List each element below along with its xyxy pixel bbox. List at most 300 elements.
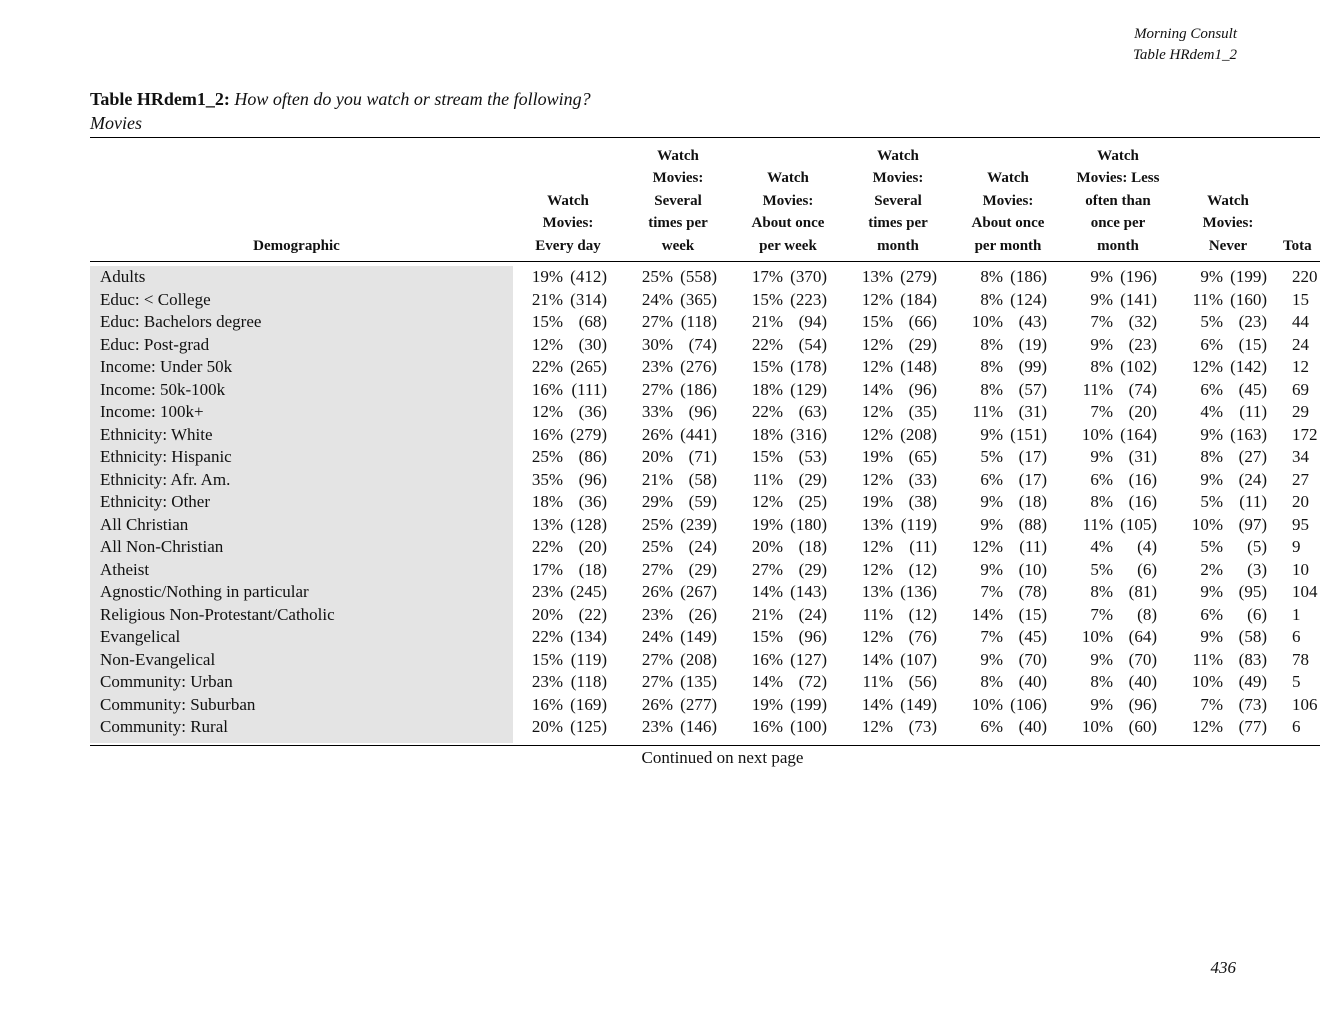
cell-count: (186) [1010, 267, 1047, 286]
cell-total: 29 [1292, 402, 1309, 421]
cell-percent: 9% [1090, 649, 1113, 669]
cell-count: (12) [908, 604, 937, 624]
table-row [90, 626, 1320, 649]
cell-percent: 9% [1200, 267, 1223, 286]
cell-percent: 15% [751, 357, 783, 376]
cell-percent: 24% [641, 627, 673, 646]
table-row [90, 311, 1320, 334]
cell-percent: 8% [1090, 492, 1113, 511]
cell-count: (118) [680, 312, 717, 331]
cell-count: (76) [908, 627, 937, 646]
column-header-line: week [661, 237, 695, 254]
cell-total: 20 [1292, 492, 1309, 511]
cell-count: (35) [908, 402, 937, 421]
cell-count: (164) [1120, 424, 1157, 444]
cell-total: 12 [1292, 357, 1309, 376]
column-header-line: month [877, 237, 919, 254]
cell-count: (10) [1018, 559, 1047, 579]
cell-count: (277) [680, 694, 717, 714]
column-header-line: per month [974, 237, 1042, 254]
cell-percent: 19% [751, 694, 783, 714]
cell-count: (441) [680, 424, 717, 444]
row-label: Agnostic/Nothing in particular [100, 582, 309, 601]
cell-percent: 16% [531, 694, 563, 714]
cell-percent: 6% [1200, 334, 1223, 354]
column-header-line: month [1097, 237, 1139, 254]
cell-count: (143) [790, 582, 827, 601]
column-header-line: Watch [547, 192, 589, 209]
cell-count: (160) [1230, 289, 1267, 309]
cell-percent: 7% [1200, 694, 1223, 714]
cell-count: (239) [680, 514, 717, 534]
cell-percent: 16% [531, 424, 563, 444]
cell-percent: 6% [980, 469, 1003, 489]
cell-count: (141) [1120, 289, 1157, 309]
row-label: Community: Rural [100, 717, 228, 736]
cell-count: (20) [1128, 402, 1157, 421]
cell-count: (151) [1010, 424, 1047, 444]
cell-percent: 2% [1200, 559, 1223, 579]
table-row [90, 716, 1320, 739]
cell-percent: 20% [531, 604, 563, 624]
cell-percent: 9% [1200, 469, 1223, 489]
column-header-line: Movies: [542, 215, 594, 231]
cell-percent: 21% [751, 312, 783, 331]
cell-percent: 14% [971, 604, 1003, 624]
cell-count: (208) [900, 424, 937, 444]
cell-count: (18) [578, 559, 607, 579]
cell-count: (24) [1238, 469, 1267, 489]
column-header-line: Watch [1097, 147, 1139, 164]
cell-percent: 21% [751, 604, 783, 624]
cell-percent: 11% [1192, 289, 1223, 309]
cell-percent: 4% [1200, 402, 1223, 421]
cell-percent: 12% [971, 537, 1003, 556]
cell-count: (6) [1247, 604, 1267, 624]
table-bottom-rule [90, 745, 1320, 746]
cell-count: (68) [578, 312, 607, 331]
cell-percent: 15% [751, 627, 783, 646]
cell-percent: 11% [1082, 514, 1113, 534]
cell-percent: 11% [752, 469, 783, 489]
cell-percent: 27% [751, 559, 783, 579]
cell-count: (105) [1120, 514, 1157, 534]
cell-count: (32) [1128, 312, 1157, 331]
cell-percent: 33% [641, 402, 673, 421]
cell-count: (11) [909, 537, 937, 556]
cell-percent: 23% [531, 582, 563, 601]
cell-percent: 16% [531, 379, 563, 399]
column-header-line: About once [751, 215, 825, 231]
row-label: Educ: Post-grad [100, 334, 210, 354]
cell-percent: 6% [980, 717, 1003, 736]
cell-percent: 27% [641, 672, 673, 691]
row-label: Adults [100, 267, 146, 286]
column-header-line: Watch [987, 170, 1029, 186]
cell-percent: 10% [1191, 514, 1223, 534]
column-header-line: Demographic [253, 237, 340, 254]
cell-count: (16) [1128, 469, 1157, 489]
column-header-line: Movies: [872, 170, 924, 186]
table-row [90, 559, 1320, 582]
cell-count: (18) [798, 537, 827, 556]
column-header-line: Movies: [762, 192, 814, 209]
cell-percent: 7% [1090, 312, 1113, 331]
cell-count: (71) [688, 447, 717, 466]
cell-count: (86) [578, 447, 607, 466]
cell-percent: 12% [861, 559, 893, 579]
cell-count: (3) [1247, 559, 1267, 579]
table-row [90, 581, 1320, 604]
row-label: Evangelical [100, 627, 181, 646]
cell-percent: 12% [1191, 717, 1223, 736]
cell-total: 15 [1292, 289, 1309, 309]
cell-count: (186) [680, 379, 717, 399]
cell-count: (178) [790, 357, 827, 376]
column-header-line: Movies: Less [1076, 170, 1160, 186]
cell-percent: 19% [751, 514, 783, 534]
cell-percent: 7% [1090, 604, 1113, 624]
cell-count: (29) [688, 559, 717, 579]
cell-count: (16) [1128, 492, 1157, 511]
cell-count: (11) [1019, 537, 1047, 556]
cell-percent: 12% [861, 424, 893, 444]
cell-percent: 35% [531, 469, 563, 489]
cell-percent: 23% [641, 604, 673, 624]
cell-count: (83) [1238, 649, 1267, 669]
cell-count: (36) [578, 492, 607, 511]
cell-percent: 4% [1090, 537, 1113, 556]
row-label: Educ: < College [100, 289, 211, 309]
cell-total: 9 [1292, 537, 1301, 556]
cell-count: (129) [790, 379, 827, 399]
table-row [90, 671, 1320, 694]
column-header-line: times per [868, 215, 928, 231]
table-row [90, 401, 1320, 424]
table-title [90, 87, 591, 135]
table-row [90, 491, 1320, 514]
cell-count: (11) [1239, 402, 1267, 421]
cell-count: (134) [570, 627, 607, 646]
row-label: Ethnicity: Afr. Am. [100, 469, 231, 489]
cell-count: (102) [1120, 357, 1157, 376]
cell-percent: 6% [1090, 469, 1113, 489]
table-row [90, 514, 1320, 537]
cell-count: (199) [1230, 267, 1267, 286]
cell-percent: 10% [971, 694, 1003, 714]
cell-percent: 9% [1090, 694, 1113, 714]
cell-percent: 9% [980, 649, 1003, 669]
cell-count: (64) [1128, 627, 1157, 646]
cell-percent: 12% [861, 334, 893, 354]
cell-count: (59) [688, 492, 717, 511]
cell-percent: 25% [641, 267, 673, 286]
cell-percent: 12% [861, 357, 893, 376]
cell-percent: 23% [641, 717, 673, 736]
cell-total: 6 [1292, 627, 1301, 646]
cell-total: 34 [1292, 447, 1309, 466]
cell-count: (8) [1137, 604, 1157, 624]
cell-percent: 11% [862, 672, 893, 691]
cell-percent: 29% [641, 492, 673, 511]
cell-percent: 30% [641, 334, 673, 354]
cell-count: (124) [1010, 289, 1047, 309]
cell-percent: 8% [980, 672, 1003, 691]
cell-count: (370) [790, 267, 827, 286]
cell-count: (31) [1018, 402, 1047, 421]
cell-count: (17) [1018, 469, 1047, 489]
table-title-label: Table HRdem1_2: [90, 89, 230, 109]
cell-percent: 15% [751, 289, 783, 309]
cell-count: (119) [900, 514, 937, 534]
cell-percent: 5% [1200, 537, 1223, 556]
cell-count: (106) [1010, 694, 1047, 714]
cell-count: (118) [570, 672, 607, 691]
cell-count: (81) [1128, 582, 1157, 601]
row-label: Community: Suburban [100, 694, 256, 714]
cell-percent: 18% [751, 424, 783, 444]
cell-count: (49) [1238, 672, 1267, 691]
cell-total: 27 [1292, 469, 1309, 489]
cell-count: (33) [908, 469, 937, 489]
cell-percent: 12% [861, 402, 893, 421]
cell-percent: 12% [861, 717, 893, 736]
column-header-line: Never [1208, 237, 1248, 254]
column-header-total [1283, 145, 1320, 257]
cell-count: (45) [1018, 627, 1047, 646]
cell-count: (43) [1018, 312, 1047, 331]
cell-percent: 10% [971, 312, 1003, 331]
cell-count: (63) [798, 402, 827, 421]
column-header-line: Every day [535, 237, 601, 254]
cell-count: (96) [1128, 694, 1157, 714]
cell-percent: 13% [861, 267, 893, 286]
cell-count: (96) [688, 402, 717, 421]
cell-count: (60) [1128, 717, 1157, 736]
cell-count: (5) [1247, 537, 1267, 556]
cell-count: (163) [1230, 424, 1267, 444]
cell-count: (20) [578, 537, 607, 556]
column-header-line: Movies: [982, 192, 1034, 209]
cell-percent: 14% [861, 379, 893, 399]
cell-percent: 17% [531, 559, 563, 579]
table-top-rule [90, 137, 1320, 138]
column-header-several_month [843, 145, 953, 257]
cell-percent: 22% [751, 334, 783, 354]
cell-count: (66) [908, 312, 937, 331]
cell-count: (73) [908, 717, 937, 736]
cell-count: (58) [688, 469, 717, 489]
cell-count: (31) [1128, 447, 1157, 466]
cell-percent: 8% [1090, 582, 1113, 601]
cell-percent: 25% [641, 514, 673, 534]
cell-count: (136) [900, 582, 937, 601]
cell-percent: 12% [861, 289, 893, 309]
cell-percent: 9% [1090, 267, 1113, 286]
cell-count: (99) [1018, 357, 1047, 376]
cell-count: (223) [790, 289, 827, 309]
column-header-several_week [623, 145, 733, 257]
row-label: Income: Under 50k [100, 357, 233, 376]
cell-count: (208) [680, 649, 717, 669]
cell-count: (279) [900, 267, 937, 286]
cell-percent: 10% [1081, 424, 1113, 444]
cell-percent: 7% [980, 627, 1003, 646]
cell-count: (36) [578, 402, 607, 421]
continued-note: Continued on next page [641, 748, 804, 767]
cell-count: (22) [578, 604, 607, 624]
cell-percent: 15% [531, 312, 563, 331]
cell-percent: 5% [980, 447, 1003, 466]
cell-count: (96) [578, 469, 607, 489]
cell-count: (74) [688, 334, 717, 354]
running-head [1133, 24, 1237, 66]
column-header-line: often than [1085, 192, 1151, 209]
cell-count: (58) [1238, 627, 1267, 646]
row-label: Ethnicity: Other [100, 492, 211, 511]
cell-percent: 7% [980, 582, 1003, 601]
cell-count: (135) [680, 672, 717, 691]
row-label: Religious Non-Protestant/Catholic [100, 604, 335, 624]
cell-percent: 26% [641, 582, 673, 601]
cell-count: (169) [570, 694, 607, 714]
cell-count: (56) [908, 672, 937, 691]
cell-percent: 22% [531, 537, 563, 556]
cell-percent: 9% [1090, 289, 1113, 309]
cell-percent: 11% [1192, 649, 1223, 669]
cell-count: (11) [1239, 492, 1267, 511]
cell-percent: 19% [861, 447, 893, 466]
cell-total: 6 [1292, 717, 1301, 736]
cell-count: (314) [570, 289, 607, 309]
row-label: Atheist [100, 559, 150, 579]
cell-percent: 12% [1191, 357, 1223, 376]
row-label: Ethnicity: Hispanic [100, 447, 232, 466]
cell-count: (148) [900, 357, 937, 376]
row-label: All Non-Christian [100, 537, 224, 556]
cell-count: (412) [570, 267, 607, 286]
cell-percent: 12% [751, 492, 783, 511]
cell-percent: 15% [531, 649, 563, 669]
cell-count: (45) [1238, 379, 1267, 399]
cell-count: (57) [1018, 379, 1047, 399]
cell-percent: 9% [1200, 424, 1223, 444]
column-header-line: once per [1090, 215, 1146, 231]
cell-count: (119) [570, 649, 607, 669]
table-row [90, 536, 1320, 559]
cell-percent: 7% [1090, 402, 1113, 421]
cell-percent: 9% [980, 559, 1003, 579]
table-header-rule [90, 261, 1320, 262]
cell-percent: 16% [751, 649, 783, 669]
cell-count: (40) [1128, 672, 1157, 691]
cell-percent: 9% [1200, 582, 1223, 601]
cell-count: (180) [790, 514, 827, 534]
cell-percent: 22% [531, 627, 563, 646]
cell-percent: 8% [980, 357, 1003, 376]
cell-count: (74) [1128, 379, 1157, 399]
cell-percent: 5% [1200, 492, 1223, 511]
cell-count: (96) [798, 627, 827, 646]
cell-percent: 19% [531, 267, 563, 286]
cell-count: (29) [908, 334, 937, 354]
cell-percent: 18% [531, 492, 563, 511]
cell-percent: 20% [641, 447, 673, 466]
cell-count: (142) [1230, 357, 1267, 376]
cell-percent: 9% [1090, 334, 1113, 354]
cell-total: 172 [1292, 424, 1318, 444]
column-header-once_week [733, 145, 843, 257]
table-title-question: How often do you watch or stream the following? [234, 89, 591, 109]
cell-count: (96) [908, 379, 937, 399]
cell-count: (73) [1238, 694, 1267, 714]
cell-count: (127) [790, 649, 827, 669]
cell-percent: 25% [641, 537, 673, 556]
cell-percent: 19% [861, 492, 893, 511]
cell-count: (267) [680, 582, 717, 601]
cell-total: 69 [1292, 379, 1309, 399]
cell-count: (365) [680, 289, 717, 309]
cell-percent: 8% [1090, 357, 1113, 376]
table-row [90, 289, 1320, 312]
cell-percent: 5% [1200, 312, 1223, 331]
cell-count: (27) [1238, 447, 1267, 466]
row-label: Educ: Bachelors degree [100, 312, 262, 331]
table-row [90, 469, 1320, 492]
cell-percent: 14% [861, 694, 893, 714]
column-header-every_day [513, 145, 623, 257]
cell-count: (18) [1018, 492, 1047, 511]
column-header-less_often [1063, 145, 1173, 257]
cell-total: 78 [1292, 649, 1309, 669]
cell-count: (316) [790, 424, 827, 444]
column-header-line: Watch [877, 147, 919, 164]
cell-percent: 9% [980, 424, 1003, 444]
cell-count: (184) [900, 289, 937, 309]
cell-percent: 12% [861, 627, 893, 646]
cell-percent: 27% [641, 312, 673, 331]
cell-count: (23) [1128, 334, 1157, 354]
cell-total: 106 [1292, 694, 1318, 714]
cell-total: 5 [1292, 672, 1301, 691]
cell-percent: 12% [861, 537, 893, 556]
cell-percent: 11% [1082, 379, 1113, 399]
cell-percent: 20% [531, 717, 563, 736]
cell-percent: 11% [972, 402, 1003, 421]
table-subtitle: Movies [90, 113, 142, 133]
cell-count: (17) [1018, 447, 1047, 466]
cell-count: (26) [688, 604, 717, 624]
row-label: Income: 100k+ [100, 402, 204, 421]
column-header-line: times per [648, 215, 708, 231]
cell-percent: 9% [1090, 447, 1113, 466]
cell-percent: 25% [531, 447, 563, 466]
cell-percent: 12% [531, 334, 563, 354]
cell-count: (65) [908, 447, 937, 466]
table-row [90, 604, 1320, 627]
cell-percent: 5% [1090, 559, 1113, 579]
cell-percent: 10% [1081, 717, 1113, 736]
cell-count: (100) [790, 717, 827, 736]
cell-percent: 27% [641, 559, 673, 579]
cell-count: (149) [900, 694, 937, 714]
cell-count: (30) [578, 334, 607, 354]
cell-percent: 8% [980, 334, 1003, 354]
cell-count: (107) [900, 649, 937, 669]
cell-percent: 22% [531, 357, 563, 376]
cell-count: (149) [680, 627, 717, 646]
column-header-line: per week [759, 237, 817, 254]
